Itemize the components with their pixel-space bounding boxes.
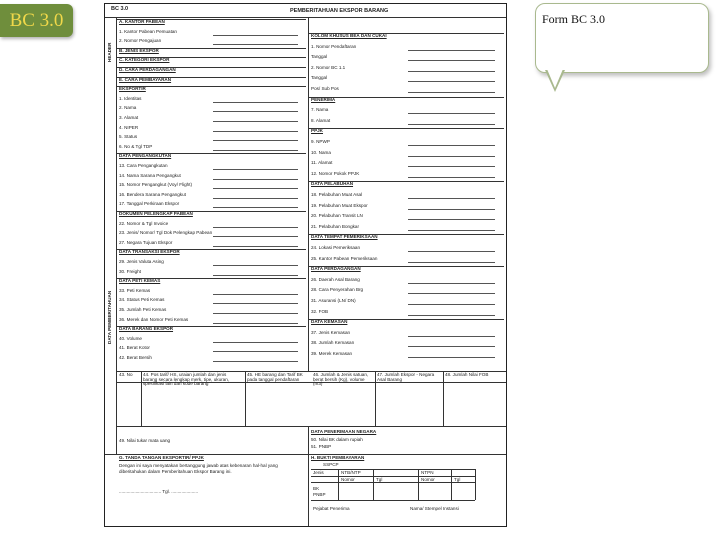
payment-grid-col [338,469,339,500]
form-input-line[interactable] [213,179,298,180]
goods-col-rule [245,371,246,426]
form-field-label: 4. NIPER [119,124,139,130]
form-section-heading: PENERIMA [311,96,336,102]
form-input-line[interactable] [408,92,495,93]
callout-text: Form BC 3.0 [542,12,606,26]
form-input-line[interactable] [408,71,495,72]
form-field-label: 12. Nomor Pokok PPJK [311,170,360,176]
form-input-line[interactable] [213,198,298,199]
form-field-label: 41. Berat Kotor [119,345,150,351]
section-rule [116,153,306,154]
form-field-label: 8. Alamat [311,117,331,123]
form-input-line[interactable] [408,209,495,210]
form-input-line[interactable] [213,351,298,352]
form-field-label: 21. Pelabuhan Bongkar [311,223,360,229]
form-field-label: 26. Daerah Asal Barang [311,276,360,282]
payment-bk-row: BK [313,486,320,491]
form-section-heading: DATA PETI KEMAS [119,278,161,284]
form-field-label: 34. Status Peti Kemas [119,297,165,303]
form-input-line[interactable] [213,207,298,208]
signature-statement: Dengan ini saya menyatakan bertanggung jawab atas kebenaran hal-hal yang diberitahukan dalam Pemberitahuan Ekspor Barang ini. [119,463,278,474]
payment-nomor2-header: Nomor [421,477,435,482]
form-section-heading: A. KANTOR PABEAN [119,19,165,24]
form-field-label: 33. Peti Kemas [119,287,151,293]
form-input-line[interactable] [213,323,298,324]
form-input-line[interactable] [213,140,298,141]
goods-col-desc: 44. Pos tarif/ HS, uraian jumlah dan jenis barang secara lengkap merk, tipe, ukuran, spesifikasi lain dan kode barang [143,372,230,387]
bk-value-label: 50. Nilai BK dalam rupiah [311,437,363,442]
section-rule [116,57,306,58]
form-field-label: 40. Volume [119,335,142,341]
form-input-line[interactable] [213,111,298,112]
form-section-heading: B. JENIS EKSPOR [119,47,159,53]
form-field-label: 24. Lokasi Pemeriksaan [311,245,361,250]
form-input-line[interactable] [408,219,495,220]
section-rule [116,249,306,250]
form-input-line[interactable] [213,44,298,45]
form-field-label: 10. Nama [311,149,331,155]
form-field-label: 29. Jenis Valuta Asing [119,259,164,264]
form-input-line[interactable] [408,113,495,114]
vert-body-label: DATA PEMBERITAHUAN [107,290,112,344]
payment-grid-col [475,469,476,500]
state-revenue-section: DATA PENERIMAAN NEGARA [311,429,377,434]
form-section-heading: DATA BARANG EKSPOR [119,326,174,332]
form-input-line[interactable] [408,156,495,157]
form-input-line[interactable] [408,336,495,337]
form-field-label: 9. NPWP [311,139,330,144]
form-input-line[interactable] [408,283,495,284]
form-input-line[interactable] [408,346,495,347]
form-field-label: 13. Cara Pengangkutan [119,163,168,168]
form-field-label: 1. Nomor Pendaftaran [311,43,357,49]
sspcp-label: SSPCP [323,462,339,467]
form-field-label: 39. Merek Kemasan [311,351,353,356]
section-rule [308,319,504,320]
goods-col-fob: 48. Jumlah Nilai FOB [445,372,489,377]
section-rule [116,278,306,279]
form-input-line[interactable] [213,150,298,151]
form-section-heading: DATA PELABUHAN [311,181,354,187]
goods-bottom-rule [116,426,506,427]
form-section-heading: DATA TRANSAKSI EKSPOR [119,249,180,255]
badge-label: BC 3.0 [9,10,64,31]
vert-header-label: HEADER [107,42,112,62]
form-input-line[interactable] [408,177,495,178]
form-input-line[interactable] [408,81,495,82]
form-section-heading: DOKUMEN PELENGKAP PABEAN [119,211,193,216]
form-field-label: 17. Tanggal Perkiraan Ekspor [119,201,180,207]
form-input-line[interactable] [213,102,298,103]
section-rule [308,234,504,235]
form-title: PEMBERITAHUAN EKSPOR BARANG [290,8,389,14]
form-input-line[interactable] [213,303,298,304]
payment-ntb-header: NTB/NTP [341,470,361,475]
form-input-line[interactable] [408,145,495,146]
form-section-heading: DATA KEMASAN [311,319,348,325]
form-field-label: 20. Pelabuhan Transit LN [311,213,363,219]
form-section-heading: KOLOM KHUSUS BEA DAN CUKAI [311,33,387,38]
callout-tail-inner [547,69,563,88]
form-field-label: 37. Jenis Kemasan [311,329,351,335]
receiving-officer-label: Pejabat Penerima [313,506,350,511]
payment-ntpn-header: NTPN [421,470,434,475]
section-rule [116,211,306,212]
section-rule [116,48,306,49]
form-input-line[interactable] [213,313,298,314]
form-field-label: 30. Freight [119,268,141,274]
goods-col-rule [443,371,444,426]
form-input-line[interactable] [408,198,495,199]
form-field-label: 6. No & Tgl TDP [119,143,153,149]
form-field-label: 23. Jenis/ Nomor/ Tgl Dok Pelengkap Pabean [119,230,213,236]
form-field-label: 7. Nama [311,107,329,113]
signature-section: G. TANDA TANGAN EKSPORTIR/ PPJK [119,455,204,460]
place-date-line: ................................. Tgl. ..................... [119,489,199,494]
form-field-label: 36. Merek dan Nomor Peti Kemas [119,316,189,322]
form-input-line[interactable] [213,275,298,276]
form-input-line[interactable] [213,188,298,189]
form-input-line[interactable] [213,342,298,343]
form-input-line[interactable] [408,124,495,125]
form-field-label: 42. Berat Bersih [119,355,152,360]
goods-col-tariff: 45. HE barang dan Tarif BK pada tanggal pendaftaran [247,372,303,382]
form-field-label: Tanggal [311,75,328,81]
form-field-label: 14. Nama Sarana Pengangkut [119,172,181,178]
form-field-label: 2. Nama [119,105,137,111]
form-input-line[interactable] [408,50,495,51]
form-field-label: Tanggal [311,54,328,60]
section-rule [308,181,504,182]
goods-col-no: 43. No [119,372,133,377]
form-input-line[interactable] [213,35,298,36]
form-input-line[interactable] [213,121,298,122]
form-field-label: 38. Jumlah Kemasan [311,340,355,346]
form-input-line[interactable] [408,60,495,61]
form-section-heading: C. KATEGORI EKSPOR [119,57,170,63]
form-input-line[interactable] [408,166,495,167]
form-input-line[interactable] [213,169,298,170]
section-rule [308,33,504,34]
exchange-rate-label: 49. Nilai tukar mata uang [119,438,171,443]
form-input-line[interactable] [408,262,495,263]
form-input-line[interactable] [213,236,298,237]
payment-proof-section: H. BUKTI PEMBAYARAN [311,455,365,460]
goods-col-rule [375,371,376,426]
section-rule [116,19,306,20]
form-section-heading: D. CARA PERDAGANGAN [119,67,176,72]
goods-col-qty: 46. Jumlah & Jenis satuan, berat bersih (Kg), volume (m3) [313,372,369,387]
form-input-line[interactable] [213,227,298,228]
form-input-line[interactable] [213,294,298,295]
section-rule [116,67,306,68]
customs-form-bc30 [104,3,507,527]
form-field-label: 25. Kantor Pabean Pemeriksaan [311,255,378,261]
callout-bubble [535,3,709,73]
goods-col-origin: 47. Jumlah Ekspor - Negara Asal Barang [377,372,435,382]
form-section-heading: EKSPORTIR [119,86,146,92]
bc30-badge [0,4,73,37]
section-rule [308,97,504,98]
form-section-heading: DATA PENGANGKUTAN [119,153,172,159]
form-section-heading: DATA TEMPAT PEMERIKSAAN [311,234,378,240]
form-field-label: 22. Nomor & Tgl Invoice [119,220,169,226]
form-field-label: 27. Negara Tujuan Ekspor [119,239,173,245]
form-input-line[interactable] [408,230,495,231]
header-rule [105,17,506,18]
form-field-label: 16. Bendera Sarana Pengangkut [119,191,186,197]
form-field-label: 1. Kantor Pabean Pemuatan [119,28,177,34]
payment-grid-col [373,469,374,500]
payment-grid-rule [311,500,475,501]
section-rule [116,77,306,78]
form-input-line[interactable] [408,315,495,316]
form-field-label: 35. Jumlah Peti Kemas [119,307,167,312]
payment-nomor-header: Nomor [341,477,355,482]
pnbp-label: 51. PNBP [311,444,332,449]
form-field-label: 11. Alamat [311,160,333,166]
form-input-line[interactable] [408,357,495,358]
form-field-label: 15. Nomor Pengangkut (Voy/ Flight) [119,182,193,188]
form-field-label: 31. Asuransi (LN/ DN) [311,298,356,303]
form-field-label: 3. Alamat [119,115,139,120]
section-rule [116,326,306,327]
form-code: BC 3.0 [111,6,129,12]
form-field-label: 28. Cara Penyerahan Brg [311,287,364,293]
payment-tgl-header: Tgl [376,477,383,482]
form-field-label: 5. Status [119,134,138,140]
section-rule [308,266,504,267]
form-section-heading: PPJK [311,128,324,134]
payment-tgl2-header: Tgl [454,477,461,482]
goods-col-rule [141,371,142,426]
form-field-label: 32. FOB [311,308,329,314]
form-input-line[interactable] [213,265,298,266]
center-divider-lower [308,426,309,526]
form-input-line[interactable] [408,304,495,305]
payment-pnbp-row: PNBP [313,492,326,497]
form-input-line[interactable] [408,293,495,294]
form-section-heading: E. CARA PEMBAYARAN [119,76,172,82]
form-section-heading: DATA PERDAGANGAN [311,266,361,272]
form-input-line[interactable] [213,131,298,132]
section-rule [308,128,504,129]
form-field-label: Pos/ Sub Pos [311,86,339,91]
left-margin-rule [116,17,117,455]
form-field-label: 18. Pelabuhan Muat Asal [311,192,363,197]
form-field-label: 2. Nomor Pengajuan [119,38,162,44]
section-rule [116,86,306,87]
form-input-line[interactable] [213,361,298,362]
form-input-line[interactable] [408,251,495,252]
form-input-line[interactable] [213,246,298,247]
form-field-label: 19. Pelabuhan Muat Ekspor [311,202,368,208]
payment-grid-col [418,469,419,500]
stamp-label: Nama/ Stempel Instansi [410,506,459,511]
payment-type-header: Jenis [313,470,324,475]
payment-grid-col [451,469,452,500]
form-field-label: 1. Identitas [119,95,142,101]
form-field-label: 2. Nomor BC 1.1 [311,64,346,70]
